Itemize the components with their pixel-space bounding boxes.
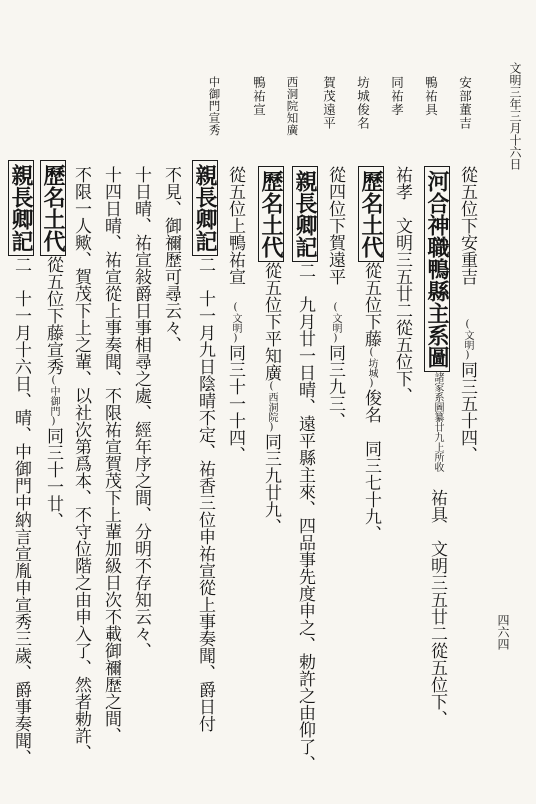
text-column: 歷名土代從五位下藤(坊城)俊名 同三七十九、	[358, 166, 384, 542]
source-title-box: 歷名土代	[40, 160, 66, 256]
name-entry: 鴨祐具	[423, 76, 439, 117]
text-column: 不見、御禰歷可尋云々、	[161, 166, 181, 353]
page-header-title: 文明三年三月十六日	[508, 62, 522, 170]
source-title-box: 歷名土代	[258, 166, 284, 262]
text-column: 從五位上鴨祐宣 (文明)同三十一十四、	[225, 166, 245, 463]
name-entry: 同祐孝	[389, 76, 405, 117]
text-column: 十日晴、祐宣敍爵日事相尋之處、經年序之間、分明不存知云々、	[131, 166, 151, 659]
text-column: 河合神職鴨縣主系圖諸家系圖纂廿九上所收 祐具 文明三五廿二從五位下、	[424, 166, 450, 727]
page-number: 四六四	[496, 614, 510, 650]
text-column: 親長卿記二 十一月十六日、晴、中御門中納言宣胤申宣秀三歲、爵事奏聞、	[8, 160, 34, 766]
name-entry: 賀茂遠平	[321, 76, 337, 130]
text-column: 歷名土代從五位下平知廣(西洞院)同三九廿九、	[258, 166, 284, 535]
source-title-box: 親長卿記	[8, 160, 34, 256]
text-column: 從四位下賀遠平 (文明)同三九三、	[325, 166, 345, 429]
source-title-box: 親長卿記	[192, 160, 218, 256]
text-column: 歷名土代從五位下藤宣秀(中御門)同三十一廿、	[40, 160, 66, 529]
source-title-box: 河合神職鴨縣主系圖	[424, 166, 450, 372]
text-column: 親長卿記二 九月廿一日晴、遠平縣主來、四品事先度申之、勅許之由仰了、	[292, 166, 318, 772]
text-column: 從五位下安重吉 (文明)同三五十四、	[457, 166, 477, 463]
text-column: 不限一人歟、賀茂下上之輩、以社次第爲本、不守位階之由申入了、然者勅許、	[71, 166, 91, 761]
name-entry: 鴨祐宣	[251, 76, 267, 117]
source-title-box: 親長卿記	[292, 166, 318, 262]
name-entry: 西洞院知廣	[285, 76, 300, 136]
name-entry: 安部董吉	[457, 76, 473, 130]
text-column: 親長卿記二 十一月九日陰晴不定、祐香三位申祐宣從上事奏聞、爵日付	[192, 160, 218, 732]
text-column: 十四日晴、祐宣從上事奏聞、不限祐宣賀茂下上輩加級日次不載御禰歷之間、	[101, 166, 121, 744]
text-column: 祐孝 文明三五廿二從五位下、	[392, 166, 412, 404]
source-title-box: 歷名土代	[358, 166, 384, 262]
name-entry: 坊城俊名	[355, 76, 371, 130]
name-entry: 中御門宣秀	[207, 76, 222, 136]
